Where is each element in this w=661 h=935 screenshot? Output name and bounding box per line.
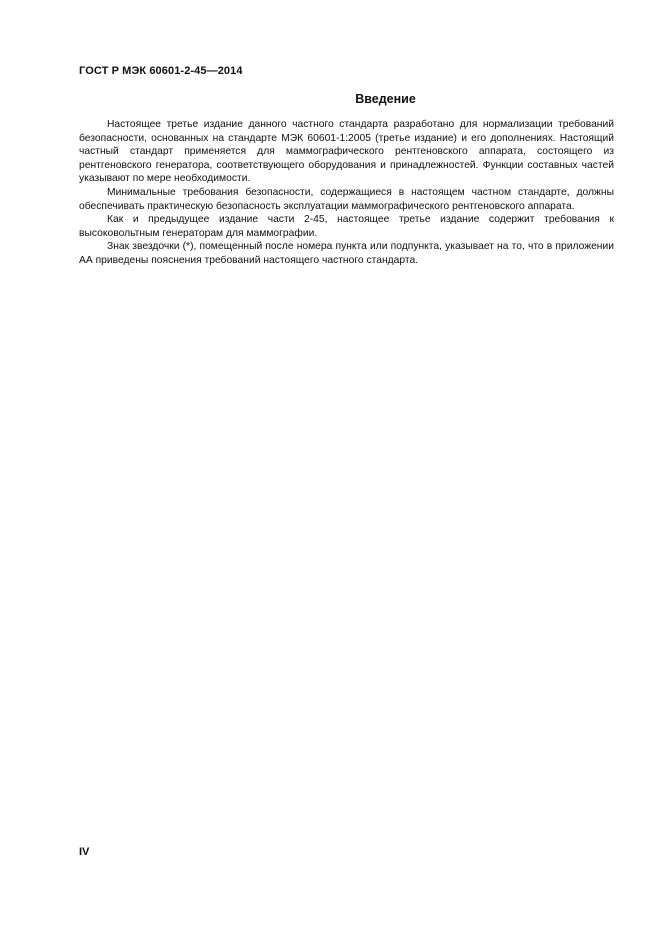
section-title: Введение [355,92,416,106]
paragraph-4: Знак звездочки (*), помещенный после номера пункта или подпункта, указывает на то, что в приложении АА приведены пояснения требований настоящего частного стандарта. [79,241,614,266]
document-header: ГОСТ Р МЭК 60601-2-45—2014 [79,65,243,77]
body-text [79,118,614,268]
paragraph-3: Как и предыдущее издание части 2-45, настоящее третье издание содержит требования к высоковольтным генераторам для маммографии. [79,214,614,239]
paragraph-2: Минимальные требования безопасности, содержащиеся в настоящем частном стандарте, должны обеспечивать практическую безопасность эксплуатации маммографического рентгеновского аппарата. [79,186,614,212]
paragraph-1: Настоящее третье издание данного частного стандарта разработано для нормализации требований безопасности, основанных на стандарте МЭК 60601-1:2005 (третье издание) и его дополнениях. Настоящий частный стандарт применяется для маммографического рентгеновского аппарата, состоящего из рентгеновского генератора, соответствующего оборудования и принадлежностей. Функции составных частей указывают по мере необходимости. [79,119,614,185]
page-number: IV [79,846,90,858]
